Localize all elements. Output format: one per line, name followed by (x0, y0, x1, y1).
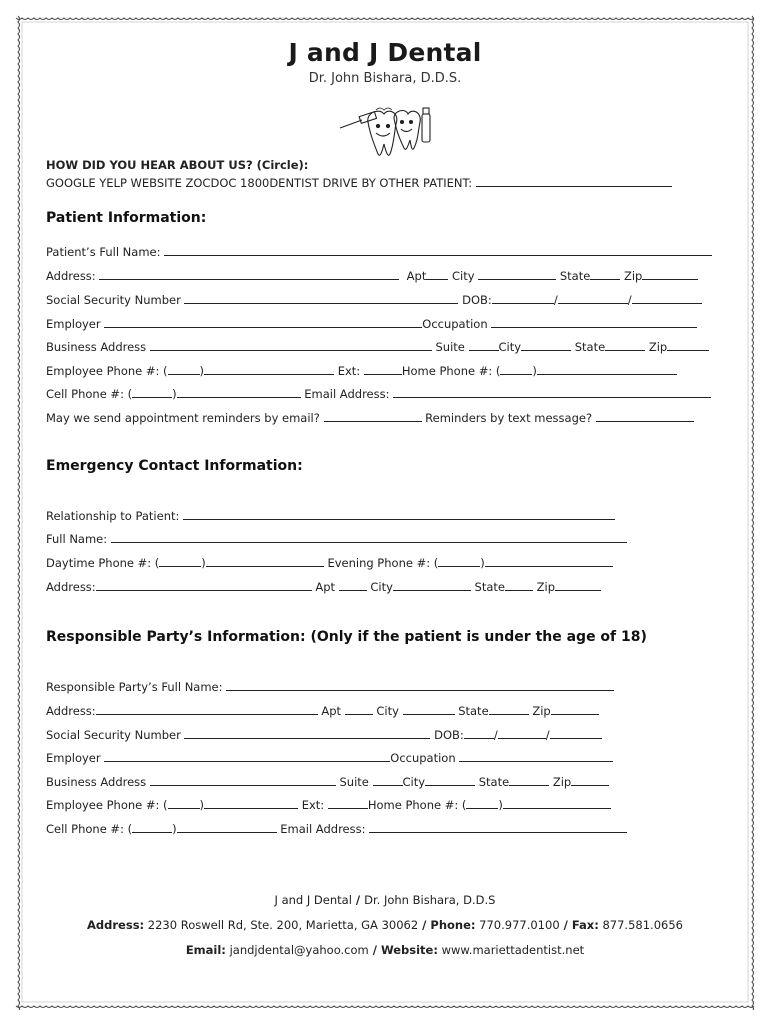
emergency-state-field[interactable] (505, 579, 533, 591)
footer-separator: / (559, 918, 572, 932)
employer-label: Employer (46, 751, 101, 765)
dob-slash: / (493, 728, 498, 742)
patient-employer-field[interactable] (104, 316, 422, 328)
patient-cell-phone-field[interactable] (177, 386, 301, 398)
email-label: Email Address: (304, 387, 390, 401)
paren-close: ) (172, 822, 177, 836)
footer-practice-name: J and J Dental (274, 893, 352, 907)
responsible-zip-field[interactable] (551, 703, 599, 715)
address-label: Address: (46, 704, 96, 718)
paren-close: ) (199, 364, 205, 378)
emergency-day-phone-field[interactable] (206, 555, 324, 567)
zip-label: Zip (532, 704, 551, 718)
apt-label: Apt (321, 704, 342, 718)
paren-close: ) (532, 364, 537, 378)
responsible-ssn-row (46, 727, 602, 742)
responsible-ssn-field[interactable] (184, 727, 430, 739)
reminders-email-label: May we send appointment reminders by email? (46, 411, 320, 425)
responsible-cell-phone-field[interactable] (177, 821, 277, 833)
footer-contact-line (0, 918, 770, 932)
emergency-name-field[interactable] (111, 531, 627, 543)
relationship-label: Relationship to Patient: (46, 509, 180, 523)
ext-label: Ext: (337, 364, 361, 378)
patient-business-zip-field[interactable] (667, 339, 709, 351)
state-label: State (474, 580, 505, 594)
city-label: City (452, 269, 475, 283)
footer-website-link[interactable]: www.mariettadentist.net (441, 943, 585, 957)
responsible-occupation-field[interactable] (459, 750, 613, 762)
zip-label: Zip (552, 775, 572, 789)
emergency-address-row (46, 579, 601, 594)
footer-separator: / (368, 943, 381, 957)
patient-ext-field[interactable] (364, 363, 402, 375)
suite-label: Suite (339, 775, 369, 789)
responsible-cell-area-field[interactable] (132, 821, 172, 833)
responsible-state-field[interactable] (489, 703, 529, 715)
zip-label: Zip (623, 269, 643, 283)
patient-zip-field[interactable] (642, 268, 698, 280)
business-address-label: Business Address (46, 775, 147, 789)
city-label: City (498, 340, 522, 354)
city-label: City (370, 580, 393, 594)
business-address-label: Business Address (46, 340, 147, 354)
responsible-address-field[interactable] (96, 703, 318, 715)
responsible-home-area-field[interactable] (466, 797, 498, 809)
paren-close: ) (172, 387, 177, 401)
referral-options-text: GOOGLE YELP WEBSITE ZOCDOC 1800DENTIST DRIVE BY OTHER PATIENT: (46, 176, 473, 190)
patient-business-state-field[interactable] (605, 339, 645, 351)
reminders-email-field[interactable] (324, 410, 422, 422)
responsible-dob-year-field[interactable] (550, 727, 602, 739)
responsible-name-label: Responsible Party’s Full Name: (46, 680, 223, 694)
responsible-apt-field[interactable] (345, 703, 373, 715)
patient-ssn-field[interactable] (184, 292, 458, 304)
patient-business-address-field[interactable] (150, 339, 432, 351)
responsible-business-state-field[interactable] (509, 774, 549, 786)
patient-apt-field[interactable] (426, 268, 448, 280)
responsible-name-row (46, 679, 614, 694)
paren-close: ) (201, 556, 206, 570)
employer-label: Employer (46, 317, 101, 331)
responsible-employee-area-field[interactable] (168, 797, 200, 809)
emergency-name-label: Full Name: (46, 532, 108, 546)
patient-dob-day-field[interactable] (558, 292, 628, 304)
paren-close: ) (480, 556, 485, 570)
doctor-subtitle: Dr. John Bishara, D.D.S. (308, 71, 462, 86)
patient-occupation-field[interactable] (491, 316, 697, 328)
footer-phone-label: Phone: (430, 918, 476, 932)
patient-address-field[interactable] (99, 268, 399, 280)
responsible-home-phone-field[interactable] (503, 797, 611, 809)
emergency-relationship-row (46, 508, 615, 523)
patient-name-field[interactable] (164, 244, 712, 256)
emergency-city-field[interactable] (393, 579, 471, 591)
dob-slash: / (627, 293, 632, 307)
footer-website-label: Website: (380, 943, 438, 957)
responsible-suite-field[interactable] (373, 774, 403, 786)
patient-employer-row (46, 316, 697, 331)
patient-address-row (46, 268, 698, 283)
footer-email-link[interactable]: jandjdental@yahoo.com (229, 943, 369, 957)
patient-dob-month-field[interactable] (492, 292, 554, 304)
patient-email-field[interactable] (393, 386, 711, 398)
state-label: State (574, 340, 606, 354)
responsible-business-zip-field[interactable] (571, 774, 609, 786)
responsible-employer-field[interactable] (104, 750, 390, 762)
responsible-dob-month-field[interactable] (464, 727, 494, 739)
referral-question: HOW DID YOU HEAR ABOUT US? (Circle): (46, 158, 309, 172)
state-label: State (478, 775, 510, 789)
responsible-employee-phone-row (46, 797, 611, 812)
dob-label: DOB: (462, 293, 492, 307)
address-label: Address: (46, 580, 96, 594)
apt-label: Apt (315, 580, 336, 594)
dob-slash: / (545, 728, 550, 742)
address-label: Address: (46, 269, 96, 283)
emergency-relationship-field[interactable] (183, 508, 615, 520)
patient-home-area-field[interactable] (500, 363, 532, 375)
ssn-label: Social Security Number (46, 728, 181, 742)
patient-home-phone-field[interactable] (537, 363, 677, 375)
patient-business-row (46, 339, 709, 354)
footer-separator: / (351, 893, 365, 907)
patient-city-field[interactable] (478, 268, 556, 280)
patient-employee-phone-field[interactable] (204, 363, 334, 375)
patient-business-city-field[interactable] (521, 339, 571, 351)
responsible-name-field[interactable] (226, 679, 614, 691)
state-label: State (559, 269, 591, 283)
occupation-label: Occupation (422, 317, 488, 331)
employee-phone-label: Employee Phone #: ( (46, 798, 168, 812)
referral-options (46, 175, 672, 190)
employee-phone-label: Employee Phone #: ( (46, 364, 168, 378)
responsible-heading: Responsible Party’s Information: (Only if the patient is under the age of 18) (46, 629, 647, 645)
responsible-ext-field[interactable] (328, 797, 368, 809)
footer-fax-label: Fax: (571, 918, 599, 932)
occupation-label: Occupation (390, 751, 456, 765)
city-label: City (402, 775, 426, 789)
paren-close: ) (498, 798, 503, 812)
ssn-label: Social Security Number (46, 293, 181, 307)
patient-cell-area-field[interactable] (132, 386, 172, 398)
responsible-dob-day-field[interactable] (498, 727, 546, 739)
daytime-phone-label: Daytime Phone #: ( (46, 556, 160, 570)
patient-state-field[interactable] (590, 268, 620, 280)
emergency-day-area-field[interactable] (159, 555, 201, 567)
suite-label: Suite (435, 340, 465, 354)
home-phone-label: Home Phone #: ( (367, 798, 467, 812)
footer-address-label: Address: (87, 918, 145, 932)
patient-reminders-row (46, 410, 694, 425)
patient-info-heading: Patient Information: (46, 210, 207, 226)
patient-name-label: Patient’s Full Name: (46, 245, 161, 259)
responsible-address-row (46, 703, 599, 718)
state-label: State (458, 704, 489, 718)
emergency-address-field[interactable] (96, 579, 312, 591)
responsible-business-city-field[interactable] (425, 774, 475, 786)
patient-name-row (46, 244, 712, 259)
footer-practice-line (0, 893, 770, 907)
home-phone-label: Home Phone #: ( (401, 364, 501, 378)
paren-close: ) (199, 798, 205, 812)
responsible-employee-phone-field[interactable] (204, 797, 298, 809)
emergency-phone-row (46, 555, 613, 570)
zip-label: Zip (648, 340, 668, 354)
dob-label: DOB: (434, 728, 464, 742)
zip-label: Zip (536, 580, 556, 594)
footer-web-line (0, 943, 770, 957)
reminders-text-label: Reminders by text message? (425, 411, 593, 425)
reminders-text-field[interactable] (596, 410, 694, 422)
city-label: City (376, 704, 399, 718)
responsible-email-field[interactable] (369, 821, 627, 833)
patient-dob-year-field[interactable] (632, 292, 702, 304)
footer-address-value: 2230 Roswell Rd, Ste. 200, Marietta, GA 30062 (147, 918, 419, 932)
footer-doctor-name: Dr. John Bishara, D.D.S (364, 893, 496, 907)
footer-separator: / (418, 918, 431, 932)
cell-phone-label: Cell Phone #: ( (46, 822, 133, 836)
patient-cell-row (46, 386, 711, 401)
cell-phone-label: Cell Phone #: ( (46, 387, 133, 401)
responsible-city-field[interactable] (403, 703, 455, 715)
footer-email-label: Email: (185, 943, 226, 957)
responsible-cell-row (46, 821, 627, 836)
patient-suite-field[interactable] (469, 339, 499, 351)
responsible-business-row (46, 774, 609, 789)
emergency-name-row (46, 531, 627, 546)
ext-label: Ext: (301, 798, 325, 812)
dob-slash: / (553, 293, 558, 307)
tooth-logo-icon (336, 100, 436, 162)
patient-ssn-row (46, 292, 702, 307)
responsible-employer-row (46, 750, 613, 765)
emergency-heading: Emergency Contact Information: (46, 458, 303, 474)
emergency-eve-phone-field[interactable] (485, 555, 613, 567)
footer-fax-value: 877.581.0656 (602, 918, 683, 932)
patient-employee-area-field[interactable] (168, 363, 200, 375)
emergency-apt-field[interactable] (339, 579, 367, 591)
emergency-zip-field[interactable] (555, 579, 601, 591)
responsible-business-address-field[interactable] (150, 774, 336, 786)
referral-patient-field[interactable] (476, 175, 672, 187)
email-label: Email Address: (280, 822, 366, 836)
emergency-eve-area-field[interactable] (438, 555, 480, 567)
patient-employee-phone-row (46, 363, 677, 378)
footer-phone-value: 770.977.0100 (479, 918, 560, 932)
practice-title: J and J Dental (288, 38, 482, 67)
evening-phone-label: Evening Phone #: ( (327, 556, 439, 570)
apt-label: Apt (406, 269, 427, 283)
